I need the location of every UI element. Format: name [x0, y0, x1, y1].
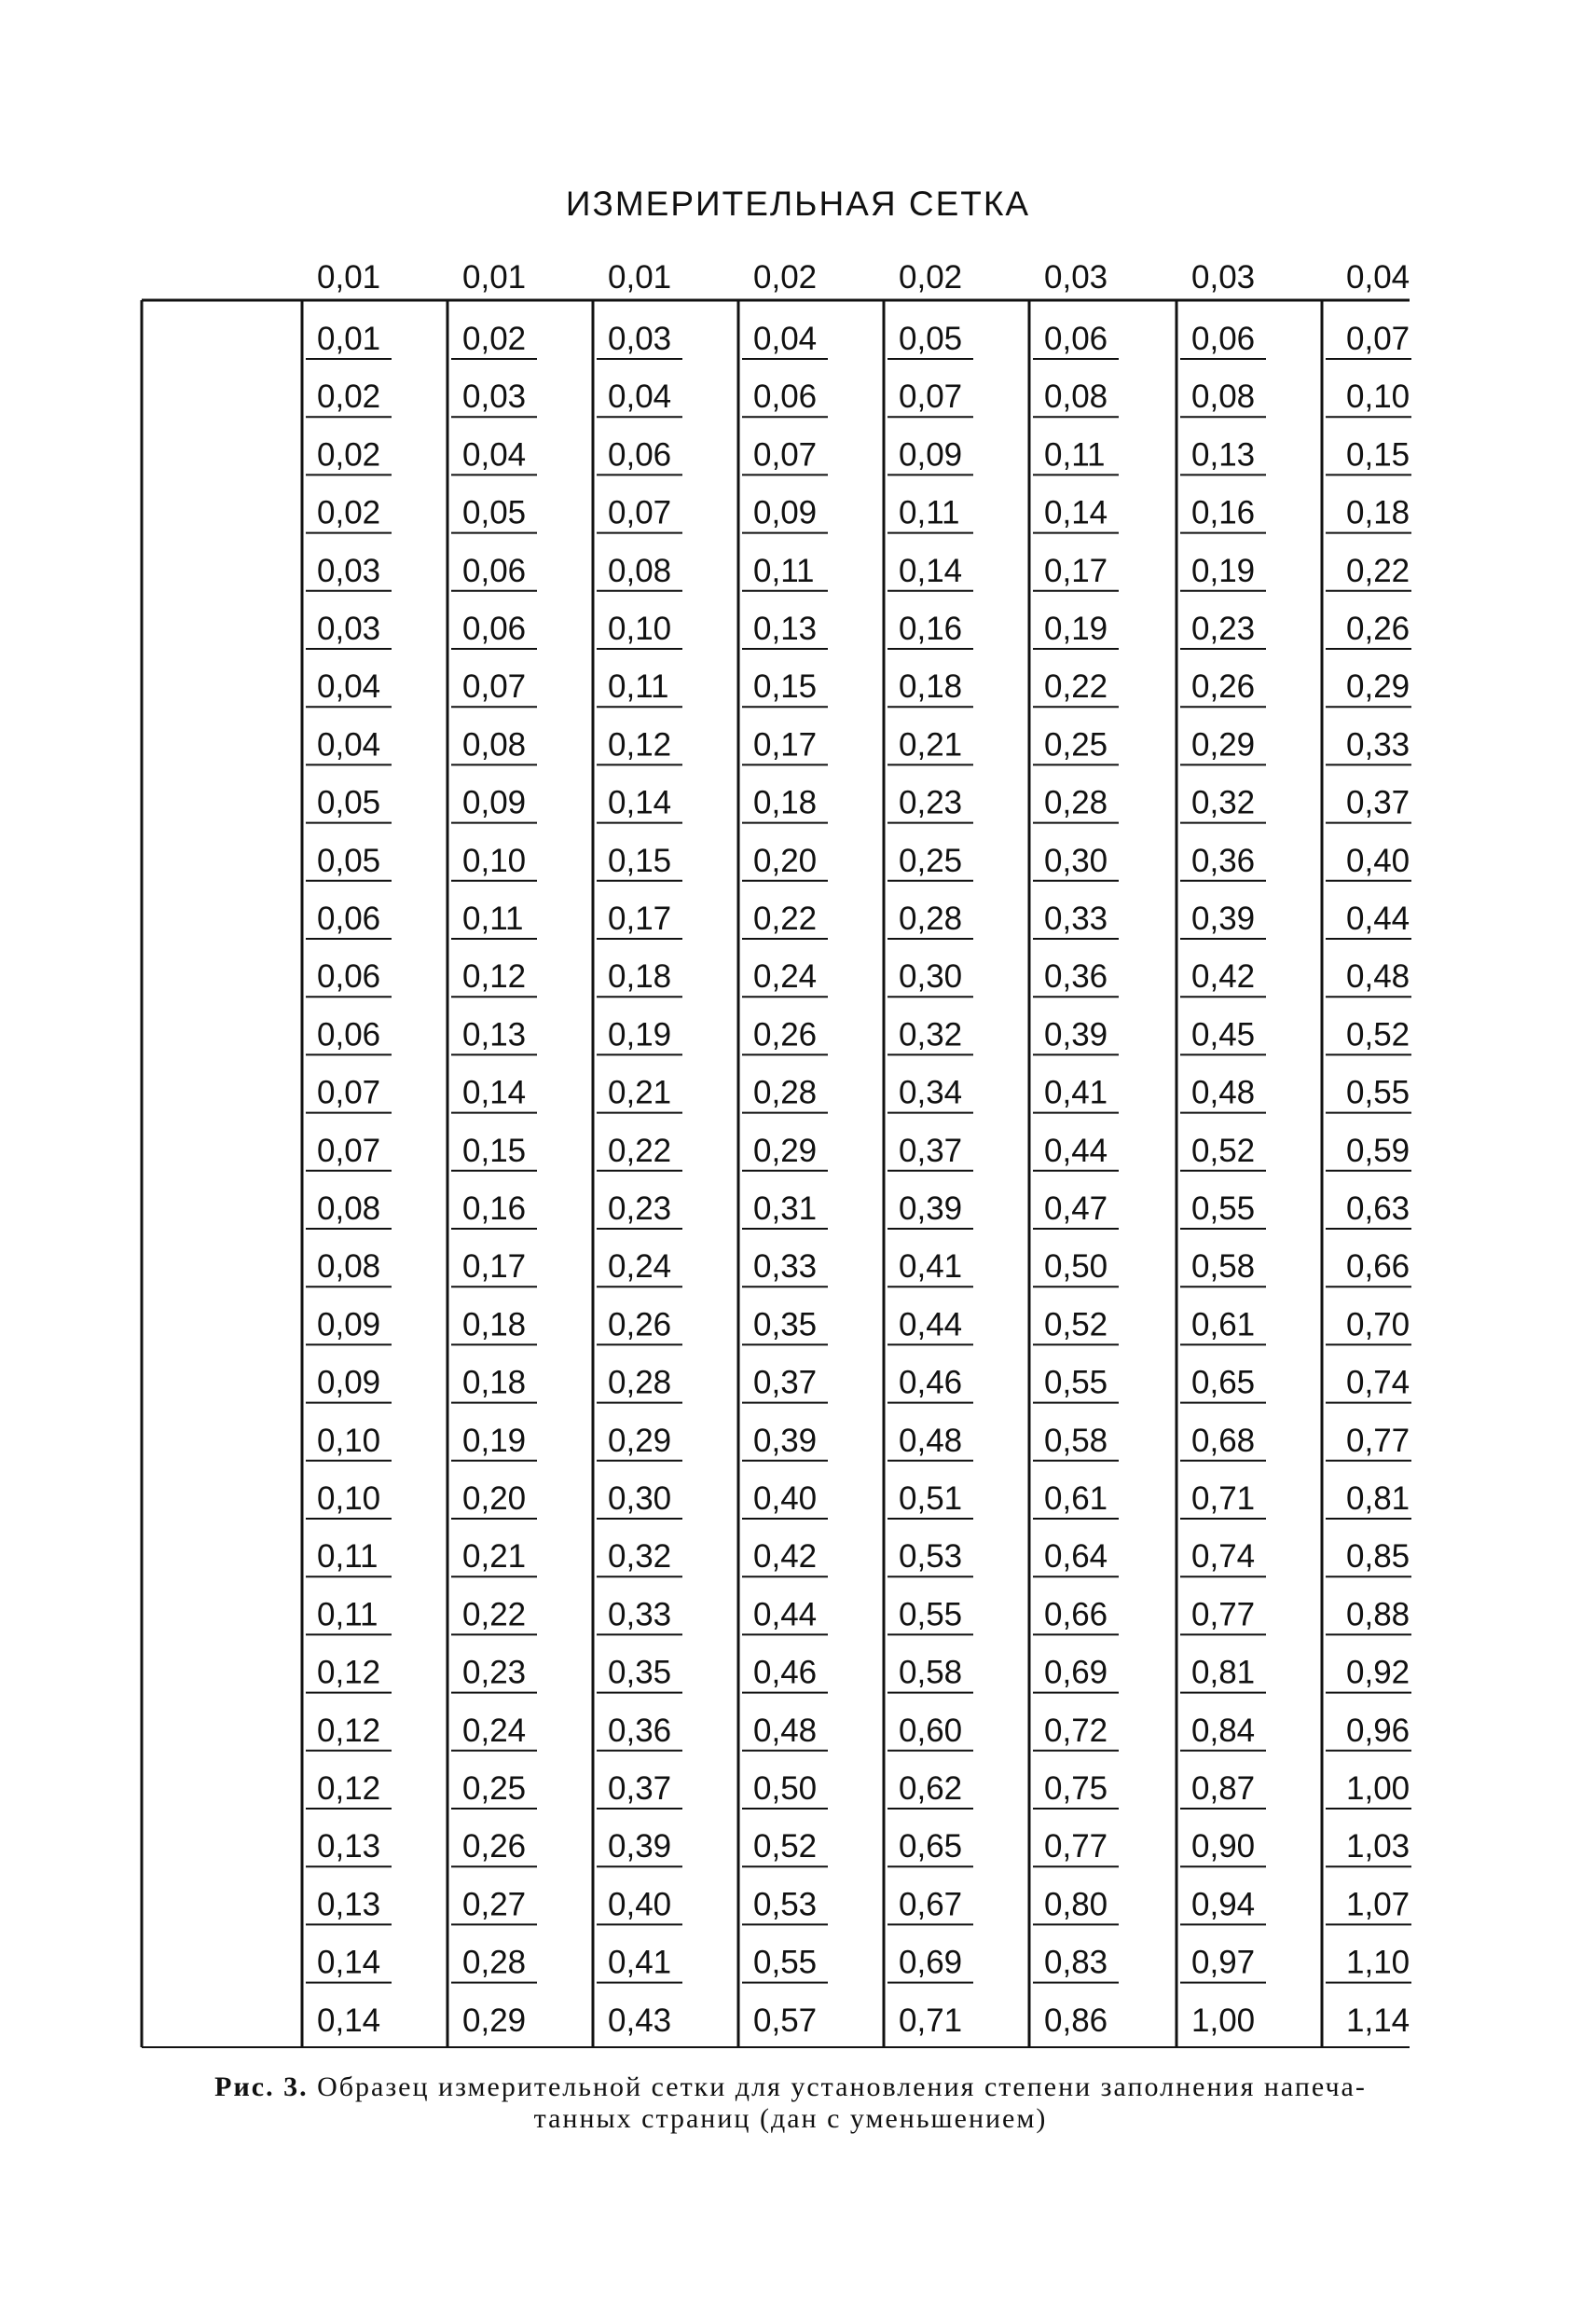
grid-cell: 0,40 [608, 1886, 672, 1923]
grid-cell: 0,05 [317, 784, 381, 821]
grid-cell: 0,44 [899, 1306, 963, 1343]
caption-text-1: Образец измерительной сетки для установления степени заполнения напеча- [317, 2071, 1367, 2102]
grid-cell: 0,14 [462, 1074, 527, 1111]
grid-cell: 0,08 [608, 552, 672, 589]
grid-cell: 0,04 [608, 378, 672, 416]
grid-cell: 0,25 [1044, 726, 1108, 764]
grid-cell: 0,44 [753, 1596, 818, 1633]
grid-cell: 0,07 [317, 1074, 381, 1111]
grid-cell: 0,11 [317, 1596, 378, 1633]
grid-cell: 0,11 [462, 901, 524, 937]
grid-cell: 0,07 [1346, 321, 1410, 357]
grid-cell: 0,04 [317, 668, 381, 706]
grid-cell: 0,28 [608, 1364, 672, 1401]
grid-cell: 0,02 [462, 321, 527, 357]
grid-cell: 0,09 [899, 436, 963, 474]
grid-cell: 0,13 [1191, 436, 1256, 474]
grid-cell: 0,55 [753, 1944, 818, 1981]
grid-cell: 0,42 [753, 1538, 818, 1576]
grid-cell: 0,88 [1346, 1596, 1410, 1633]
header-cell-5: 0,02 [899, 259, 963, 296]
grid-cell: 0,16 [462, 1190, 527, 1227]
grid-cell: 1,10 [1346, 1944, 1410, 1981]
grid-cell: 0,59 [1346, 1132, 1410, 1169]
grid-cell: 0,28 [899, 901, 963, 937]
grid-cell: 0,14 [899, 552, 963, 589]
grid-cell: 0,22 [1346, 552, 1410, 589]
grid-cell: 0,04 [462, 436, 527, 474]
grid-cell: 0,39 [608, 1828, 672, 1865]
grid-cell: 0,48 [1191, 1074, 1256, 1111]
grid-cell: 0,81 [1346, 1480, 1410, 1517]
grid-cell: 0,35 [753, 1306, 818, 1343]
grid-cell: 0,20 [462, 1480, 527, 1517]
grid-cell: 0,06 [317, 1016, 381, 1053]
header-cell-7: 0,03 [1191, 259, 1256, 296]
header-cell-3: 0,01 [608, 259, 672, 296]
grid-cell: 0,61 [1191, 1306, 1256, 1343]
grid-cell: 0,55 [1346, 1074, 1410, 1111]
grid-cell: 0,37 [753, 1364, 818, 1401]
grid-cell: 0,06 [317, 958, 381, 996]
grid-cell: 0,07 [608, 494, 672, 531]
grid-cell: 0,11 [1044, 436, 1106, 474]
grid-cell: 0,15 [753, 668, 818, 706]
grid-cell: 0,22 [462, 1596, 527, 1633]
grid-cell: 0,83 [1044, 1944, 1108, 1981]
grid-cell: 0,53 [753, 1886, 818, 1923]
grid-cell: 0,08 [1191, 378, 1256, 416]
caption-label: Рис. 3. [214, 2071, 309, 2102]
grid-cell: 1,03 [1346, 1828, 1410, 1865]
grid-cell: 0,94 [1191, 1886, 1256, 1923]
grid-cell: 0,09 [462, 784, 527, 821]
grid-cell: 0,08 [462, 726, 527, 764]
grid-cell: 0,58 [1044, 1422, 1108, 1459]
grid-cell: 0,62 [899, 1770, 963, 1807]
grid-cell: 0,69 [899, 1944, 963, 1981]
grid-cell: 0,18 [1346, 494, 1410, 531]
grid-cell: 0,97 [1191, 1944, 1256, 1981]
grid-cell: 0,84 [1191, 1712, 1256, 1749]
grid-cell: 0,28 [1044, 784, 1108, 821]
grid-cell: 0,14 [608, 784, 672, 821]
grid-cell: 0,68 [1191, 1422, 1256, 1459]
grid-cell: 0,33 [608, 1596, 672, 1633]
grid-cell: 0,96 [1346, 1712, 1410, 1749]
grid-cell: 0,05 [899, 321, 963, 357]
grid-cell: 1,00 [1191, 2002, 1256, 2039]
grid-cell: 0,28 [462, 1944, 527, 1981]
grid-cell: 0,21 [899, 726, 963, 764]
grid-cell: 0,15 [608, 842, 672, 879]
grid-cell: 0,42 [1191, 958, 1256, 996]
grid-cell: 0,13 [462, 1016, 527, 1053]
grid-cell: 0,05 [317, 842, 381, 879]
grid-cell: 0,06 [1191, 321, 1256, 357]
grid-cell: 0,06 [317, 901, 381, 937]
grid-cell: 0,23 [1191, 611, 1256, 647]
grid-cell: 0,41 [1044, 1074, 1108, 1111]
grid-cell: 0,13 [317, 1828, 381, 1865]
grid-cell: 0,30 [899, 958, 963, 996]
grid-cell: 0,26 [608, 1306, 672, 1343]
grid-cell: 0,11 [899, 494, 960, 531]
grid-cell: 0,18 [899, 668, 963, 706]
grid-cell: 0,12 [317, 1770, 381, 1807]
grid-cell: 0,35 [608, 1654, 672, 1691]
caption-line-1 [138, 2071, 1443, 2103]
header-cell-8: 0,04 [1346, 259, 1410, 296]
grid-cell: 0,01 [317, 321, 381, 357]
grid-cell: 1,14 [1346, 2002, 1410, 2039]
grid-cell: 0,23 [608, 1190, 672, 1227]
grid-cell: 0,81 [1191, 1654, 1256, 1691]
grid-cell: 0,39 [1044, 1016, 1108, 1053]
grid-cell: 0,24 [462, 1712, 527, 1749]
grid-cell: 0,36 [1044, 958, 1108, 996]
grid-cell: 0,02 [317, 378, 381, 416]
grid-cell: 0,44 [1044, 1132, 1108, 1169]
grid-cell: 0,06 [462, 611, 527, 647]
grid-cell: 0,12 [317, 1712, 381, 1749]
grid-cell: 0,63 [1346, 1190, 1410, 1227]
grid-cell: 0,52 [1044, 1306, 1108, 1343]
grid-cell: 0,06 [608, 436, 672, 474]
grid-cell: 0,10 [317, 1422, 381, 1459]
grid-cell: 0,12 [608, 726, 672, 764]
grid-cell: 0,41 [608, 1944, 672, 1981]
grid-cell: 0,07 [899, 378, 963, 416]
grid-cell: 0,22 [1044, 668, 1108, 706]
grid-cell: 0,18 [608, 958, 672, 996]
grid-cell: 0,33 [753, 1248, 818, 1286]
grid-cell: 0,66 [1044, 1596, 1108, 1633]
grid-cell: 0,32 [899, 1016, 963, 1053]
grid-cell: 0,86 [1044, 2002, 1108, 2039]
grid-cell: 0,14 [317, 1944, 381, 1981]
grid-cell: 0,46 [753, 1654, 818, 1691]
grid-cell: 0,29 [462, 2002, 527, 2039]
grid-cell: 0,07 [317, 1132, 381, 1169]
grid-cell: 1,00 [1346, 1770, 1410, 1807]
grid-cell: 0,09 [317, 1306, 381, 1343]
grid-cell: 0,48 [899, 1422, 963, 1459]
grid-cell: 0,71 [1191, 1480, 1256, 1517]
grid-cell: 0,26 [462, 1828, 527, 1865]
grid-cell: 0,52 [1346, 1016, 1410, 1053]
grid-cell: 0,31 [753, 1190, 818, 1227]
grid-cell: 0,04 [753, 321, 818, 357]
header-cell-6: 0,03 [1044, 259, 1108, 296]
grid-cell: 0,11 [753, 552, 815, 589]
grid-cell: 0,37 [899, 1132, 963, 1169]
grid-cell: 0,19 [608, 1016, 672, 1053]
grid-cell: 0,71 [899, 2002, 963, 2039]
grid-cell: 0,15 [1346, 436, 1410, 474]
grid-cell: 0,29 [753, 1132, 818, 1169]
grid-cell: 0,51 [899, 1480, 963, 1517]
grid-cell: 0,21 [608, 1074, 672, 1111]
header-cell-4: 0,02 [753, 259, 818, 296]
grid-cell: 0,74 [1346, 1364, 1410, 1401]
grid-cell: 0,24 [753, 958, 818, 996]
grid-cell: 0,07 [462, 668, 527, 706]
grid-cell: 0,11 [317, 1538, 378, 1576]
grid-cell: 0,23 [899, 784, 963, 821]
grid-cell: 0,17 [608, 901, 672, 937]
grid-cell: 0,55 [1044, 1364, 1108, 1401]
grid-cell: 0,47 [1044, 1190, 1108, 1227]
grid-cell: 0,19 [462, 1422, 527, 1459]
grid-cell: 0,18 [462, 1364, 527, 1401]
grid-cell: 0,37 [608, 1770, 672, 1807]
grid-cell: 0,44 [1346, 901, 1410, 937]
grid-cell: 0,65 [1191, 1364, 1256, 1401]
grid-cell: 0,39 [753, 1422, 818, 1459]
figure-caption [138, 2071, 1443, 2135]
grid-cell: 0,46 [899, 1364, 963, 1401]
grid-cell: 0,16 [899, 611, 963, 647]
grid-cell: 0,06 [462, 552, 527, 589]
grid-cell: 0,39 [899, 1190, 963, 1227]
grid-cell: 0,03 [317, 611, 381, 647]
grid-cell: 0,30 [1044, 842, 1108, 879]
grid-cell: 0,70 [1346, 1306, 1410, 1343]
grid-cell: 0,12 [462, 958, 527, 996]
grid-cell: 0,36 [1191, 842, 1256, 879]
grid-cell: 0,14 [1044, 494, 1108, 531]
grid-cell: 0,52 [1191, 1132, 1256, 1169]
grid-cell: 0,25 [462, 1770, 527, 1807]
grid-cell: 0,10 [1346, 378, 1410, 416]
grid-cell: 0,48 [753, 1712, 818, 1749]
grid-cell: 0,13 [317, 1886, 381, 1923]
grid-cell: 0,21 [462, 1538, 527, 1576]
grid-cell: 0,24 [608, 1248, 672, 1286]
grid-cell: 0,14 [317, 2002, 381, 2039]
grid-cell: 0,17 [462, 1248, 527, 1286]
grid-cell: 0,13 [753, 611, 818, 647]
grid-cell: 0,36 [608, 1712, 672, 1749]
grid-cell: 0,08 [317, 1248, 381, 1286]
grid-cell: 0,92 [1346, 1654, 1410, 1691]
grid-cell: 1,07 [1346, 1886, 1410, 1923]
grid-cell: 0,72 [1044, 1712, 1108, 1749]
grid-cell: 0,09 [317, 1364, 381, 1401]
header-cell-1: 0,01 [317, 259, 381, 296]
grid-cell: 0,90 [1191, 1828, 1256, 1865]
grid-cell: 0,17 [753, 726, 818, 764]
grid-cell: 0,10 [462, 842, 527, 879]
grid-cell: 0,48 [1346, 958, 1410, 996]
grid-cell: 0,22 [608, 1132, 672, 1169]
grid-cell: 0,58 [1191, 1248, 1256, 1286]
grid-cell: 0,37 [1346, 784, 1410, 821]
grid-cell: 0,02 [317, 494, 381, 531]
grid-cell: 0,20 [753, 842, 818, 879]
grid-cell: 0,18 [462, 1306, 527, 1343]
grid-cell: 0,45 [1191, 1016, 1256, 1053]
grid-cell: 0,27 [462, 1886, 527, 1923]
grid-cell: 0,85 [1346, 1538, 1410, 1576]
grid-cell: 0,74 [1191, 1538, 1256, 1576]
grid-cell: 0,08 [1044, 378, 1108, 416]
grid-cell: 0,53 [899, 1538, 963, 1576]
page-title: ИЗМЕРИТЕЛЬНАЯ СЕТКА [565, 185, 1031, 223]
grid-cell: 0,16 [1191, 494, 1256, 531]
grid-cell: 0,75 [1044, 1770, 1108, 1807]
grid-cell: 0,40 [1346, 842, 1410, 879]
grid-cell: 0,08 [317, 1190, 381, 1227]
grid-cell: 0,40 [753, 1480, 818, 1517]
caption-line-2: танных страниц (дан с уменьшением) [533, 2103, 1048, 2134]
grid-cell: 0,66 [1346, 1248, 1410, 1286]
grid-cell: 0,39 [1191, 901, 1256, 937]
grid-cell: 0,61 [1044, 1480, 1108, 1517]
grid-cell: 0,32 [1191, 784, 1256, 821]
grid-cell: 0,15 [462, 1132, 527, 1169]
grid-cell: 0,03 [462, 378, 527, 416]
grid-cell: 0,29 [1346, 668, 1410, 706]
grid-cell: 0,17 [1044, 552, 1108, 589]
grid-cell: 0,06 [753, 378, 818, 416]
grid-cell: 0,03 [317, 552, 381, 589]
grid-cell: 0,58 [899, 1654, 963, 1691]
grid-cell: 0,34 [899, 1074, 963, 1111]
grid-cell: 0,55 [899, 1596, 963, 1633]
grid-cell: 0,43 [608, 2002, 672, 2039]
grid-cell: 0,30 [608, 1480, 672, 1517]
grid-cell: 0,50 [1044, 1248, 1108, 1286]
grid-cell: 0,26 [1191, 668, 1256, 706]
grid-cell: 0,07 [753, 436, 818, 474]
grid-cell: 0,10 [317, 1480, 381, 1517]
grid-cell: 0,23 [462, 1654, 527, 1691]
grid-cell: 0,09 [753, 494, 818, 531]
grid-cell: 0,77 [1191, 1596, 1256, 1633]
grid-cell: 0,67 [899, 1886, 963, 1923]
grid-cell: 0,06 [1044, 321, 1108, 357]
grid-cell: 0,28 [753, 1074, 818, 1111]
grid-cell: 0,87 [1191, 1770, 1256, 1807]
grid-cell: 0,41 [899, 1248, 963, 1286]
grid-cell: 0,32 [608, 1538, 672, 1576]
grid-cell: 0,03 [608, 321, 672, 357]
grid-cell: 0,12 [317, 1654, 381, 1691]
grid-cell: 0,77 [1044, 1828, 1108, 1865]
grid-cell: 0,18 [753, 784, 818, 821]
header-cell-2: 0,01 [462, 259, 527, 296]
grid-cell: 0,22 [753, 901, 818, 937]
grid-cell: 0,60 [899, 1712, 963, 1749]
grid-cell: 0,69 [1044, 1654, 1108, 1691]
grid-cell: 0,55 [1191, 1190, 1256, 1227]
grid-cell: 0,77 [1346, 1422, 1410, 1459]
grid-cell: 0,05 [462, 494, 527, 531]
grid-cell: 0,80 [1044, 1886, 1108, 1923]
grid-cell: 0,19 [1044, 611, 1108, 647]
grid-cell: 0,11 [608, 668, 669, 706]
grid-cell: 0,52 [753, 1828, 818, 1865]
grid-cell: 0,25 [899, 842, 963, 879]
grid-cell: 0,33 [1044, 901, 1108, 937]
grid-cell: 0,04 [317, 726, 381, 764]
grid-cell: 0,57 [753, 2002, 818, 2039]
grid-cell: 0,29 [1191, 726, 1256, 764]
grid-cell: 0,29 [608, 1422, 672, 1459]
grid-cell: 0,02 [317, 436, 381, 474]
grid-cell: 0,19 [1191, 552, 1256, 589]
grid-cell: 0,26 [1346, 611, 1410, 647]
grid-cell: 0,65 [899, 1828, 963, 1865]
grid-cell: 0,33 [1346, 726, 1410, 764]
grid-cell: 0,10 [608, 611, 672, 647]
grid-cell: 0,64 [1044, 1538, 1108, 1576]
grid-cell: 0,50 [753, 1770, 818, 1807]
grid-cell: 0,26 [753, 1016, 818, 1053]
